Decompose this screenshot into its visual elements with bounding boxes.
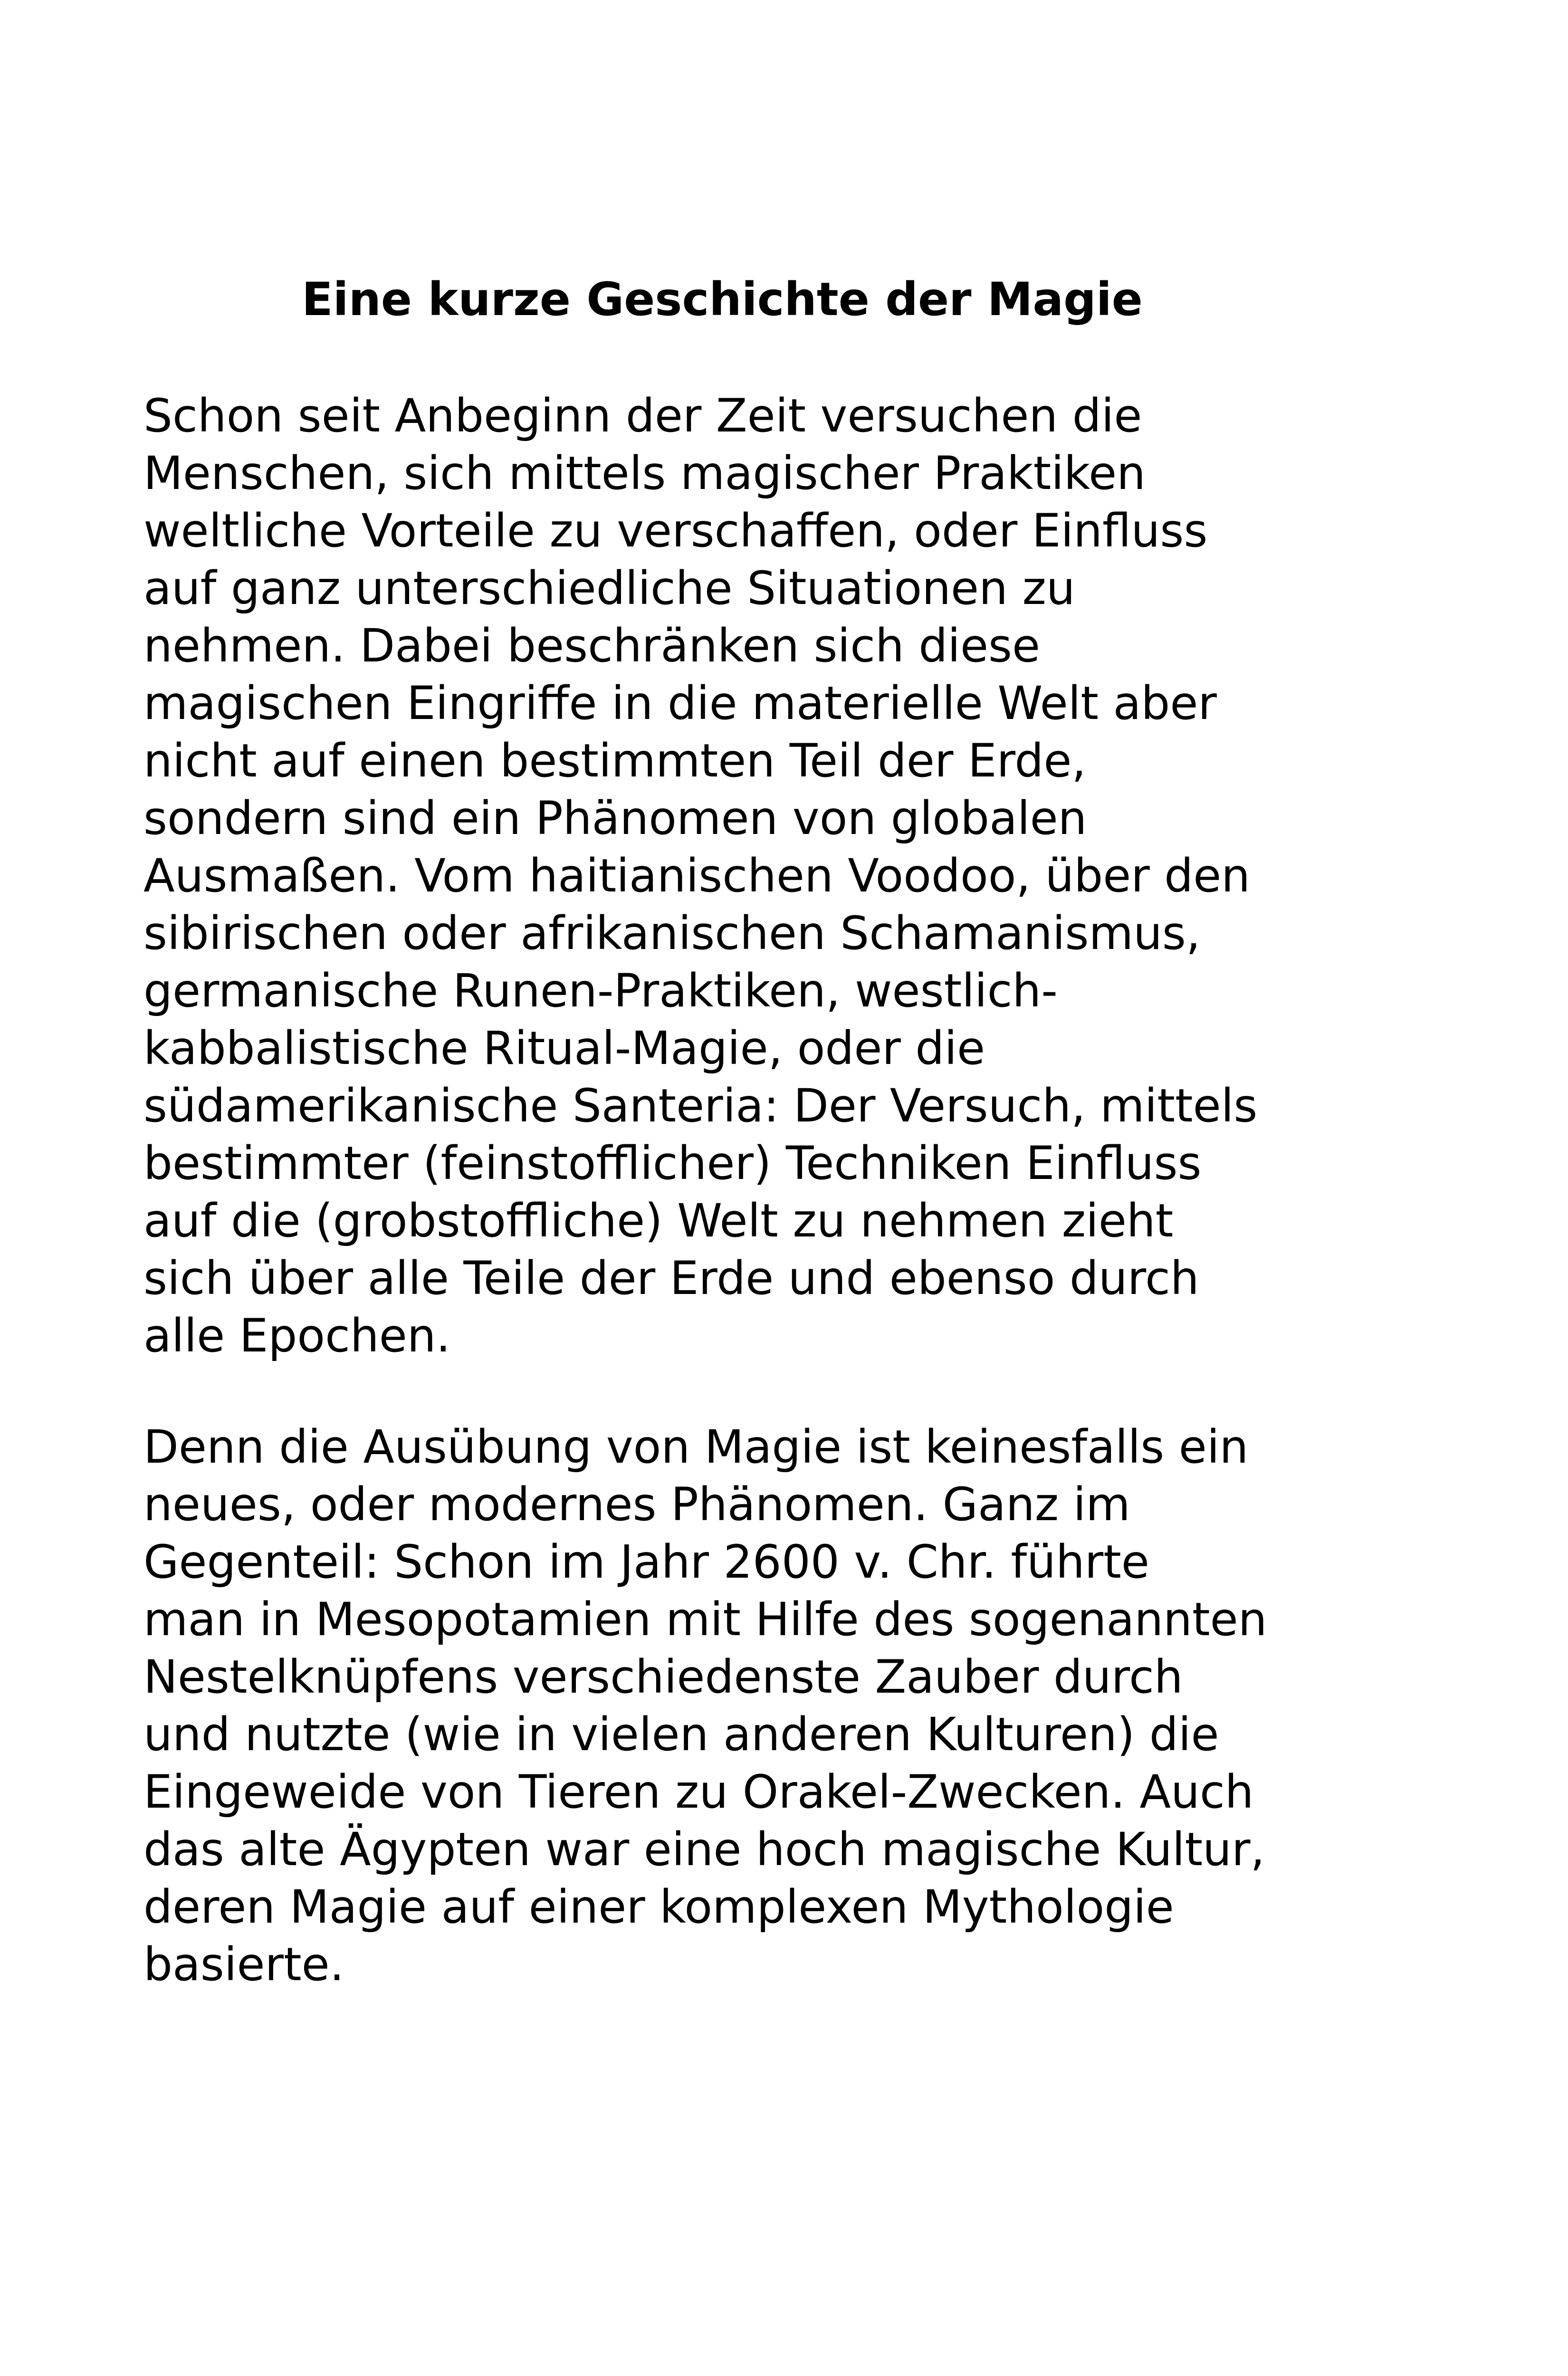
paragraph-line: magischen Eingriffe in die materielle Welt aber xyxy=(143,677,1217,730)
paragraph-line: kabbalistische Ritual-Magie, oder die xyxy=(143,1022,985,1075)
paragraph-line: nicht auf einen bestimmten Teil der Erde, xyxy=(143,734,1086,787)
paragraph-line: nehmen. Dabei beschränken sich diese xyxy=(143,619,1041,672)
paragraph-line: Eingeweide von Tieren zu Orakel-Zwecken. Auch xyxy=(143,1765,1254,1819)
paragraph-line: sich über alle Teile der Erde und ebenso durch xyxy=(143,1252,1199,1305)
paragraph-2 xyxy=(143,1418,1350,1993)
paragraph-line: deren Magie auf einer komplexen Mythologie xyxy=(143,1880,1174,1934)
paragraph-line: Denn die Ausübung von Magie ist keinesfalls ein xyxy=(143,1420,1249,1474)
paragraph-line: weltliche Vorteile zu verschaffen, oder Einfluss xyxy=(143,504,1208,557)
paragraph-line: neues, oder modernes Phänomen. Ganz im xyxy=(143,1478,1130,1531)
paragraph-line: germanische Runen-Praktiken, westlich- xyxy=(143,964,1058,1017)
paragraph-line: bestimmter (feinstofflicher) Techniken Einfluss xyxy=(143,1137,1202,1190)
paragraph-line: sondern sind ein Phänomen von globalen xyxy=(143,792,1087,845)
paragraph-line: Gegenteil: Schon im Jahr 2600 v. Chr. führte xyxy=(143,1535,1149,1589)
paragraph-line: Menschen, sich mittels magischer Praktiken xyxy=(143,447,1146,500)
paragraph-line: auf die (grobstoffliche) Welt zu nehmen zieht xyxy=(143,1194,1174,1247)
paragraph-1 xyxy=(143,387,1350,1365)
paragraph-line: und nutzte (wie in vielen anderen Kulturen) die xyxy=(143,1708,1219,1761)
document-title: Eine kurze Geschichte der Magie xyxy=(302,273,1143,326)
paragraph-line: man in Mesopotamien mit Hilfe des sogenannten xyxy=(143,1593,1267,1646)
paragraph-line: südamerikanische Santeria: Der Versuch, mittels xyxy=(143,1079,1258,1132)
paragraph-line: das alte Ägypten war eine hoch magische Kultur, xyxy=(143,1823,1265,1876)
paragraph-line: sibirischen oder afrikanischen Schamanismus, xyxy=(143,907,1201,960)
paragraph-line: basierte. xyxy=(143,1938,344,1991)
paragraph-line: Ausmaßen. Vom haitianischen Voodoo, über den xyxy=(143,849,1251,902)
paragraph-line: Nestelknüpfens verschiedenste Zauber durch xyxy=(143,1650,1183,1704)
paragraph-line: Schon seit Anbeginn der Zeit versuchen die xyxy=(143,389,1142,442)
paragraph-line: auf ganz unterschiedliche Situationen zu xyxy=(143,562,1075,615)
paragraph-line: alle Epochen. xyxy=(143,1309,451,1362)
